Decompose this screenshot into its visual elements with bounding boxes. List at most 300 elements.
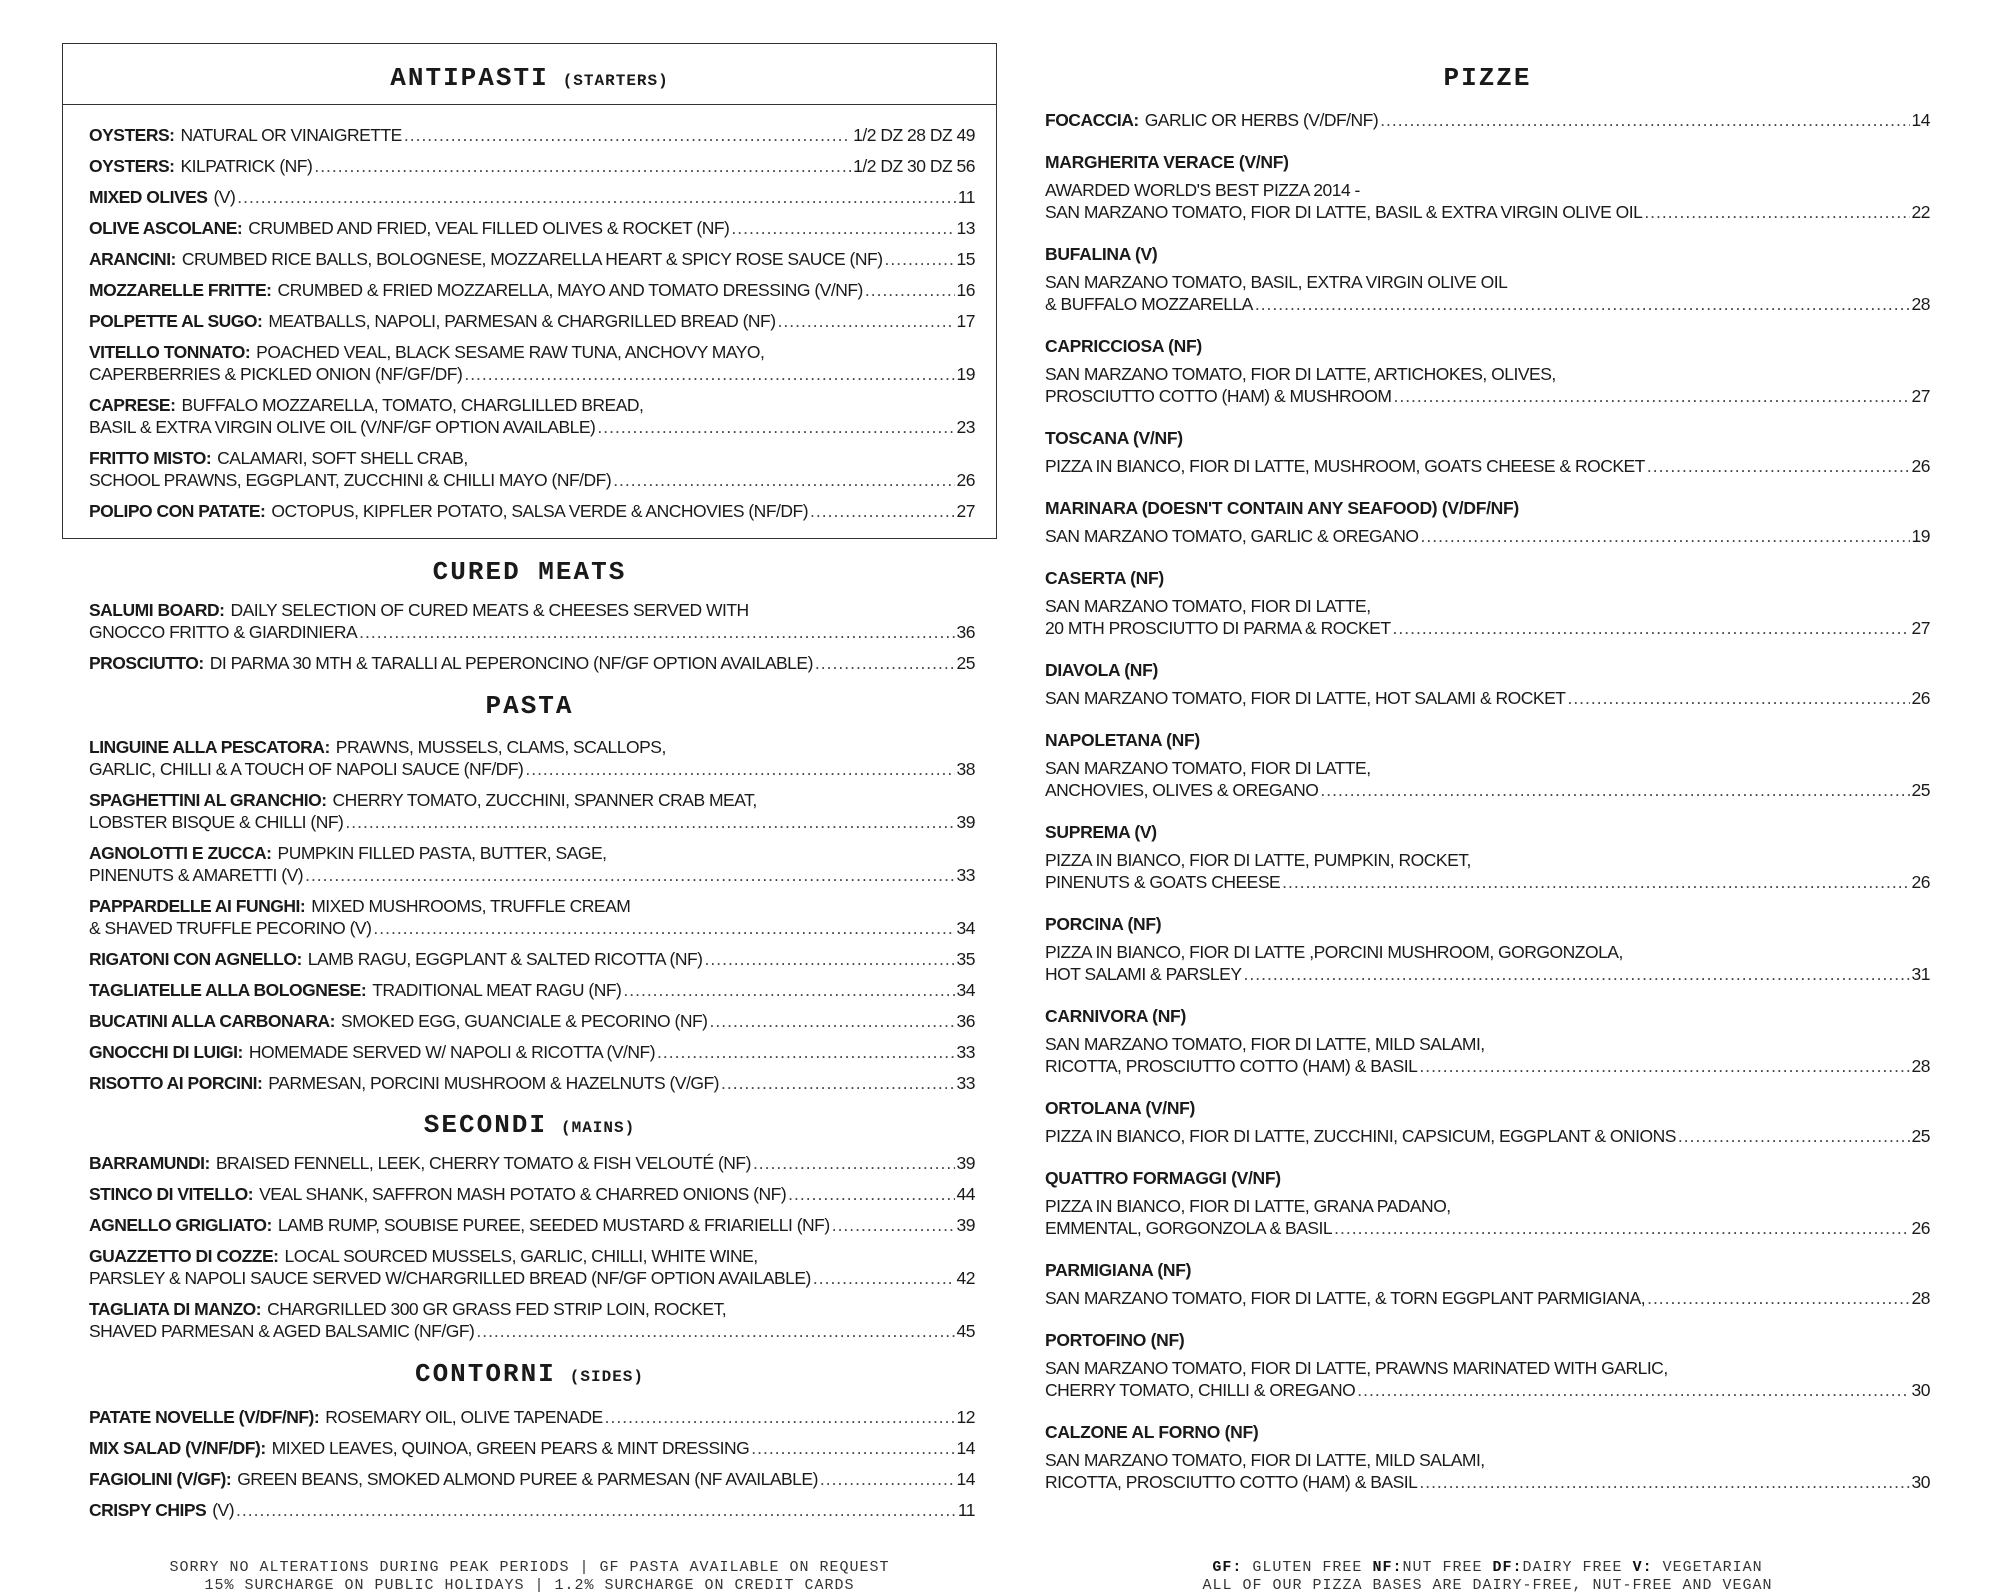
dot-leader (705, 948, 955, 970)
menu-item (89, 1010, 975, 1032)
legend-value: VEGETARIAN (1662, 1559, 1763, 1576)
dot-leader (813, 1267, 955, 1289)
item-name: GNOCCHI DI LUIGI: (89, 1042, 243, 1062)
menu-item (89, 1214, 975, 1236)
item-name: VITELLO TONNATO: (89, 342, 251, 362)
item-price: 19 (1911, 526, 1930, 546)
item-line (89, 895, 975, 917)
item-price: 25 (1911, 780, 1930, 800)
item-price: 26 (1911, 872, 1930, 892)
item-description: SAN MARZANO TOMATO, BASIL, EXTRA VIRGIN OLIVE OIL (1045, 272, 1508, 292)
menu-item (1045, 1329, 1930, 1401)
menu-item (1045, 497, 1930, 547)
item-line (89, 124, 975, 146)
menu-item (89, 789, 975, 833)
item-line (89, 621, 975, 643)
dot-leader (525, 758, 954, 780)
menu-item (89, 500, 975, 522)
secondi-heading (62, 1110, 997, 1140)
legend-line (1040, 1559, 1935, 1577)
item-price: 11 (957, 1500, 975, 1520)
item-description: SAN MARZANO TOMATO, FIOR DI LATTE, MILD SALAMI, (1045, 1450, 1485, 1470)
item-description: OCTOPUS, KIPFLER POTATO, SALSA VERDE & ANCHOVIES (NF/DF) (271, 501, 809, 521)
item-price: 14 (956, 1469, 975, 1489)
menu-item (1045, 1421, 1930, 1493)
item-line (89, 341, 975, 363)
item-price: 23 (956, 417, 975, 437)
item-description: SAN MARZANO TOMATO, FIOR DI LATTE, (1045, 758, 1371, 778)
item-price: 26 (956, 470, 975, 490)
cured-meats-title: CURED MEATS (432, 557, 627, 587)
secondi-title: SECONDI (423, 1110, 547, 1140)
item-line (89, 864, 975, 886)
item-name: CASERTA (NF) (1045, 568, 1164, 588)
dot-leader (314, 155, 851, 177)
item-line (1045, 757, 1930, 779)
right-column (1040, 0, 1935, 1594)
item-description: SAN MARZANO TOMATO, FIOR DI LATTE, PRAWNS MARINATED WITH GARLIC, (1045, 1358, 1668, 1378)
menu-item (89, 341, 975, 385)
contorni-subtitle: (SIDES) (569, 1368, 645, 1386)
dot-leader (810, 500, 954, 522)
item-description: GARLIC, CHILLI & A TOUCH OF NAPOLI SAUCE (NF/DF) (89, 759, 524, 779)
item-name: CRISPY CHIPS (89, 1500, 207, 1520)
item-line (1045, 109, 1930, 131)
item-description: PIZZA IN BIANCO, FIOR DI LATTE, GRANA PADANO, (1045, 1196, 1451, 1216)
item-name: PARMIGIANA (NF) (1045, 1260, 1192, 1280)
pasta-list (89, 736, 975, 1103)
menu-item (89, 217, 975, 239)
dot-leader (359, 621, 954, 643)
menu-item (89, 1298, 975, 1342)
item-name: NAPOLETANA (NF) (1045, 730, 1200, 750)
item-description: & SHAVED TRUFFLE PECORINO (V) (89, 918, 372, 938)
item-description: POACHED VEAL, BLACK SESAME RAW TUNA, ANCHOVY MAYO, (256, 342, 765, 362)
item-name: RIGATONI CON AGNELLO: (89, 949, 302, 969)
item-description: SHAVED PARMESAN & AGED BALSAMIC (NF/GF) (89, 1321, 475, 1341)
item-name: PORTOFINO (NF) (1045, 1330, 1185, 1350)
pasta-heading (62, 691, 997, 721)
dot-leader (373, 917, 954, 939)
item-price: 26 (1911, 688, 1930, 708)
menu-item (89, 1152, 975, 1174)
item-line (1045, 595, 1930, 617)
item-price: 42 (956, 1268, 975, 1288)
item-price: 36 (956, 1011, 975, 1031)
dot-leader (1244, 963, 1910, 985)
left-column (62, 0, 997, 1594)
menu-item (89, 1245, 975, 1289)
item-line (1045, 1357, 1930, 1379)
item-description: MIXED LEAVES, QUINOA, GREEN PEARS & MINT DRESSING (271, 1438, 750, 1458)
item-description: LAMB RUMP, SOUBISE PUREE, SEEDED MUSTARD & FRIARIELLI (NF) (277, 1215, 830, 1235)
menu-item (89, 248, 975, 270)
dot-leader (237, 186, 956, 208)
dot-leader (236, 1499, 956, 1521)
antipasti-heading (62, 63, 997, 93)
item-description: SAN MARZANO TOMATO, FIOR DI LATTE, BASIL & EXTRA VIRGIN OLIVE OIL (1045, 202, 1643, 222)
item-price: 33 (956, 865, 975, 885)
dot-leader (1421, 525, 1910, 547)
item-name: TOSCANA (V/NF) (1045, 428, 1183, 448)
item-description: BASIL & EXTRA VIRGIN OLIVE OIL (V/NF/GF OPTION AVAILABLE) (89, 417, 596, 437)
item-line (89, 599, 975, 621)
item-line (89, 1152, 975, 1174)
secondi-subtitle: (MAINS) (561, 1119, 636, 1137)
item-description: NATURAL OR VINAIGRETTE (180, 125, 402, 145)
item-price: 44 (956, 1184, 975, 1204)
item-description: DAILY SELECTION OF CURED MEATS & CHEESES SERVED WITH (230, 600, 749, 620)
dot-leader (710, 1010, 955, 1032)
menu-item (89, 948, 975, 970)
item-description: EMMENTAL, GORGONZOLA & BASIL (1045, 1218, 1333, 1238)
item-name: SALUMI BOARD: (89, 600, 225, 620)
item-name: TAGLIATELLE ALLA BOLOGNESE: (89, 980, 367, 1000)
item-line (89, 1437, 975, 1459)
item-name: FRITTO MISTO: (89, 448, 212, 468)
menu-item (1045, 109, 1930, 131)
item-line (89, 186, 975, 208)
item-description: GNOCCO FRITTO & GIARDINIERA (89, 622, 358, 642)
item-description: PARMESAN, PORCINI MUSHROOM & HAZELNUTS (V/GF) (268, 1073, 719, 1093)
menu-item (1045, 913, 1930, 985)
item-description: PRAWNS, MUSSELS, CLAMS, SCALLOPS, (335, 737, 666, 757)
item-description: AWARDED WORLD'S BEST PIZZA 2014 - (1045, 180, 1360, 200)
item-line (89, 811, 975, 833)
menu-item (1045, 659, 1930, 709)
item-line (1045, 179, 1930, 201)
item-line (89, 1267, 975, 1289)
item-description: PARSLEY & NAPOLI SAUCE SERVED W/CHARGRILLED BREAD (NF/GF OPTION AVAILABLE) (89, 1268, 811, 1288)
item-price: 39 (956, 1215, 975, 1235)
item-description: DI PARMA 30 MTH & TARALLI AL PEPERONCINO (NF/GF OPTION AVAILABLE) (209, 653, 813, 673)
item-description: PIZZA IN BIANCO, FIOR DI LATTE, PUMPKIN, ROCKET, (1045, 850, 1471, 870)
item-price: 15 (956, 249, 975, 269)
footer-note-line: SORRY NO ALTERATIONS DURING PEAK PERIODS | GF PASTA AVAILABLE ON REQUEST (169, 1559, 890, 1576)
item-name: ORTOLANA (V/NF) (1045, 1098, 1196, 1118)
legend-key: V: (1632, 1559, 1653, 1576)
menu-item (89, 447, 975, 491)
item-line (1045, 293, 1930, 315)
item-price: 33 (956, 1073, 975, 1093)
item-line (89, 1406, 975, 1428)
antipasti-title: ANTIPASTI (390, 63, 549, 93)
dietary-legend (1040, 1559, 1935, 1595)
item-description: & BUFFALO MOZZARELLA (1045, 294, 1253, 314)
secondi-list (89, 1152, 975, 1351)
menu-item (89, 1041, 975, 1063)
item-price: 34 (956, 980, 975, 1000)
item-description: CAPERBERRIES & PICKLED ONION (NF/GF/DF) (89, 364, 463, 384)
item-name: LINGUINE ALLA PESCATORA: (89, 737, 330, 757)
item-name: CALZONE AL FORNO (NF) (1045, 1422, 1259, 1442)
item-description: KILPATRICK (NF) (180, 156, 313, 176)
contorni-title: CONTORNI (414, 1359, 556, 1389)
item-name: OYSTERS: (89, 156, 175, 176)
menu-item (89, 1406, 975, 1428)
item-description: CRUMBED AND FRIED, VEAL FILLED OLIVES & ROCKET (NF) (248, 218, 730, 238)
dot-leader (820, 1468, 955, 1490)
item-name: BUCATINI ALLA CARBONARA: (89, 1011, 335, 1031)
item-line (89, 447, 975, 469)
menu-item (89, 1183, 975, 1205)
item-price: 36 (956, 622, 975, 642)
item-description: PINENUTS & GOATS CHEESE (1045, 872, 1281, 892)
dot-leader (1644, 201, 1909, 223)
item-line (1045, 963, 1930, 985)
item-name: GUAZZETTO DI COZZE: (89, 1246, 279, 1266)
item-price: 26 (1911, 456, 1930, 476)
item-line (1045, 455, 1930, 477)
item-name: POLPETTE AL SUGO: (89, 311, 263, 331)
item-price: 1/2 DZ 30 DZ 56 (853, 156, 975, 176)
item-description: (V) (213, 187, 236, 207)
item-description: HOT SALAMI & PARSLEY (1045, 964, 1242, 984)
item-description: PIZZA IN BIANCO, FIOR DI LATTE, MUSHROOM, GOATS CHEESE & ROCKET (1045, 456, 1645, 476)
menu-item (89, 394, 975, 438)
item-name: RISOTTO AI PORCINI: (89, 1073, 263, 1093)
item-line (1045, 1471, 1930, 1493)
item-line (89, 1320, 975, 1342)
item-price: 1/2 DZ 28 DZ 49 (853, 125, 975, 145)
item-line (89, 948, 975, 970)
item-line (89, 1245, 975, 1267)
dot-leader (623, 979, 954, 1001)
item-description: CHERRY TOMATO, ZUCCHINI, SPANNER CRAB MEAT, (332, 790, 757, 810)
dot-leader (1282, 871, 1909, 893)
item-price: 34 (956, 918, 975, 938)
contorni-heading (62, 1359, 997, 1389)
dot-leader (788, 1183, 954, 1205)
item-line (89, 248, 975, 270)
menu-item (89, 155, 975, 177)
item-description: (V) (212, 1500, 235, 1520)
item-line (1045, 1125, 1930, 1147)
menu-item (89, 124, 975, 146)
item-name: QUATTRO FORMAGGI (V/NF) (1045, 1168, 1281, 1188)
menu-item (1045, 1005, 1930, 1077)
item-description: PIZZA IN BIANCO, FIOR DI LATTE, ZUCCHINI, CAPSICUM, EGGPLANT & ONIONS (1045, 1126, 1676, 1146)
menu-item (1045, 1167, 1930, 1239)
item-price: 38 (956, 759, 975, 779)
dot-leader (815, 652, 955, 674)
dot-leader (885, 248, 955, 270)
dot-leader (1419, 1055, 1909, 1077)
item-description: VEAL SHANK, SAFFRON MASH POTATO & CHARRED ONIONS (NF) (259, 1184, 787, 1204)
item-name: ARANCINI: (89, 249, 176, 269)
dot-leader (751, 1437, 954, 1459)
item-line (1045, 1379, 1930, 1401)
item-price: 14 (1911, 110, 1930, 130)
dot-leader (1419, 1471, 1909, 1493)
item-price: 26 (1911, 1218, 1930, 1238)
dot-leader (1393, 617, 1910, 639)
pizze-list (1045, 109, 1930, 1513)
item-name: TAGLIATA DI MANZO: (89, 1299, 262, 1319)
item-price: 27 (1911, 386, 1930, 406)
item-description: SAN MARZANO TOMATO, FIOR DI LATTE, (1045, 596, 1371, 616)
item-price: 39 (956, 1153, 975, 1173)
legend-value: DAIRY FREE (1522, 1559, 1623, 1576)
item-description: SAN MARZANO TOMATO, FIOR DI LATTE, HOT SALAMI & ROCKET (1045, 688, 1566, 708)
dot-leader (597, 416, 954, 438)
item-line (89, 1499, 975, 1521)
item-price: 16 (956, 280, 975, 300)
item-name: CAPRESE: (89, 395, 176, 415)
item-name: BARRAMUNDI: (89, 1153, 210, 1173)
item-name: MIXED OLIVES (89, 187, 208, 207)
dot-leader (1647, 1287, 1909, 1309)
dot-leader (753, 1152, 955, 1174)
menu-item (1045, 1259, 1930, 1309)
item-line (89, 155, 975, 177)
item-line (89, 1183, 975, 1205)
menu-item (1045, 1097, 1930, 1147)
antipasti-list (89, 124, 975, 531)
item-line (1045, 779, 1930, 801)
dot-leader (1393, 385, 1909, 407)
item-name: CAPRICCIOSA (NF) (1045, 336, 1202, 356)
item-line (1045, 271, 1930, 293)
item-description: TRADITIONAL MEAT RAGU (NF) (372, 980, 622, 1000)
item-price: 33 (956, 1042, 975, 1062)
pizze-heading (1040, 63, 1935, 93)
item-price: 28 (1911, 1288, 1930, 1308)
item-line (89, 789, 975, 811)
item-line (89, 310, 975, 332)
item-price: 27 (956, 501, 975, 521)
item-line (89, 279, 975, 301)
item-description: 20 MTH PROSCIUTTO DI PARMA & ROCKET (1045, 618, 1391, 638)
item-price: 17 (956, 311, 975, 331)
item-line (1045, 1217, 1930, 1239)
menu-item (1045, 427, 1930, 477)
item-name: AGNELLO GRIGLIATO: (89, 1215, 272, 1235)
item-line (1045, 617, 1930, 639)
menu-item (89, 895, 975, 939)
pizze-title: PIZZE (1443, 63, 1532, 93)
item-line (1045, 1449, 1930, 1471)
item-description: MEATBALLS, NAPOLI, PARMESAN & CHARGRILLED BREAD (NF) (268, 311, 776, 331)
item-description: CRUMBED RICE BALLS, BOLOGNESE, MOZZARELLA HEART & SPICY ROSE SAUCE (NF) (181, 249, 883, 269)
item-price: 31 (1911, 964, 1930, 984)
item-line (1045, 1033, 1930, 1055)
item-name: BUFALINA (V) (1045, 244, 1158, 264)
dot-leader (1647, 455, 1910, 477)
dot-leader (1678, 1125, 1910, 1147)
item-line (1045, 385, 1930, 407)
item-description: LOCAL SOURCED MUSSELS, GARLIC, CHILLI, WHITE WINE, (284, 1246, 758, 1266)
item-price: 39 (956, 812, 975, 832)
item-line (89, 842, 975, 864)
item-name: FOCACCIA: (1045, 110, 1139, 130)
item-line (89, 736, 975, 758)
item-price: 13 (956, 218, 975, 238)
footer-note-line: 15% SURCHARGE ON PUBLIC HOLIDAYS | 1.2% SURCHARGE ON CREDIT CARDS (204, 1577, 855, 1594)
item-line (89, 917, 975, 939)
menu-item (89, 1499, 975, 1521)
menu-item (89, 310, 975, 332)
item-description: PROSCIUTTO COTTO (HAM) & MUSHROOM (1045, 386, 1392, 406)
item-description: GREEN BEANS, SMOKED ALMOND PUREE & PARMESAN (NF AVAILABLE) (237, 1469, 818, 1489)
item-description: CHARGRILLED 300 GR GRASS FED STRIP LOIN, ROCKET, (267, 1299, 727, 1319)
item-description: MIXED MUSHROOMS, TRUFFLE CREAM (311, 896, 631, 916)
menu-item (89, 1468, 975, 1490)
item-name: STINCO DI VITELLO: (89, 1184, 254, 1204)
menu-item (1045, 243, 1930, 315)
cured-meats-heading (62, 557, 997, 587)
item-name: SPAGHETTINI AL GRANCHIO: (89, 790, 327, 810)
item-line (89, 416, 975, 438)
dot-leader (1255, 293, 1910, 315)
item-price: 22 (1911, 202, 1930, 222)
dot-leader (404, 124, 851, 146)
item-description: HOMEMADE SERVED W/ NAPOLI & RICOTTA (V/NF) (248, 1042, 656, 1062)
dot-leader (1334, 1217, 1909, 1239)
footer-notes (62, 1559, 997, 1595)
menu-item (1045, 821, 1930, 893)
item-line (1045, 363, 1930, 385)
item-line (1045, 201, 1930, 223)
item-name: OLIVE ASCOLANE: (89, 218, 243, 238)
menu-item (1045, 335, 1930, 407)
item-price: 45 (956, 1321, 975, 1341)
item-price: 19 (956, 364, 975, 384)
item-description: SAN MARZANO TOMATO, GARLIC & OREGANO (1045, 526, 1419, 546)
item-line (1045, 941, 1930, 963)
item-name: CARNIVORA (NF) (1045, 1006, 1186, 1026)
item-line (89, 1298, 975, 1320)
dot-leader (476, 1320, 954, 1342)
item-price: 30 (1911, 1380, 1930, 1400)
item-line (89, 1072, 975, 1094)
item-line (1045, 525, 1930, 547)
item-name: PATATE NOVELLE (V/DF/NF): (89, 1407, 320, 1427)
item-name: PORCINA (NF) (1045, 914, 1162, 934)
pasta-title: PASTA (485, 691, 574, 721)
item-description: ROSEMARY OIL, OLIVE TAPENADE (325, 1407, 603, 1427)
dot-leader (865, 279, 955, 301)
item-price: 25 (956, 653, 975, 673)
dot-leader (613, 469, 954, 491)
menu-item (1045, 567, 1930, 639)
item-name: MARGHERITA VERACE (V/NF) (1045, 152, 1289, 172)
item-description: PINENUTS & AMARETTI (V) (89, 865, 304, 885)
legend-value: GLUTEN FREE (1252, 1559, 1363, 1576)
item-name: SUPREMA (V) (1045, 822, 1157, 842)
item-line (89, 469, 975, 491)
item-line (89, 363, 975, 385)
item-name: FAGIOLINI (V/GF): (89, 1469, 232, 1489)
item-line (1045, 1195, 1930, 1217)
item-name: MIX SALAD (V/NF/DF): (89, 1438, 266, 1458)
legend-key: NF: (1372, 1559, 1403, 1576)
cured-meats-list (89, 599, 975, 683)
item-name: OYSTERS: (89, 125, 175, 145)
item-price: 12 (956, 1407, 975, 1427)
item-description: BRAISED FENNELL, LEEK, CHERRY TOMATO & FISH VELOUTÉ (NF) (215, 1153, 751, 1173)
item-description: SAN MARZANO TOMATO, FIOR DI LATTE, & TORN EGGPLANT PARMIGIANA, (1045, 1288, 1646, 1308)
dot-leader (305, 864, 954, 886)
item-description: SMOKED EGG, GUANCIALE & PECORINO (NF) (340, 1011, 708, 1031)
item-description: CHERRY TOMATO, CHILLI & OREGANO (1045, 1380, 1356, 1400)
dot-leader (731, 217, 954, 239)
menu-item (89, 736, 975, 780)
item-price: 28 (1911, 1056, 1930, 1076)
item-line (89, 1468, 975, 1490)
item-description: LAMB RAGU, EGGPLANT & SALTED RICOTTA (NF) (307, 949, 703, 969)
item-description: SAN MARZANO TOMATO, FIOR DI LATTE, MILD SALAMI, (1045, 1034, 1485, 1054)
